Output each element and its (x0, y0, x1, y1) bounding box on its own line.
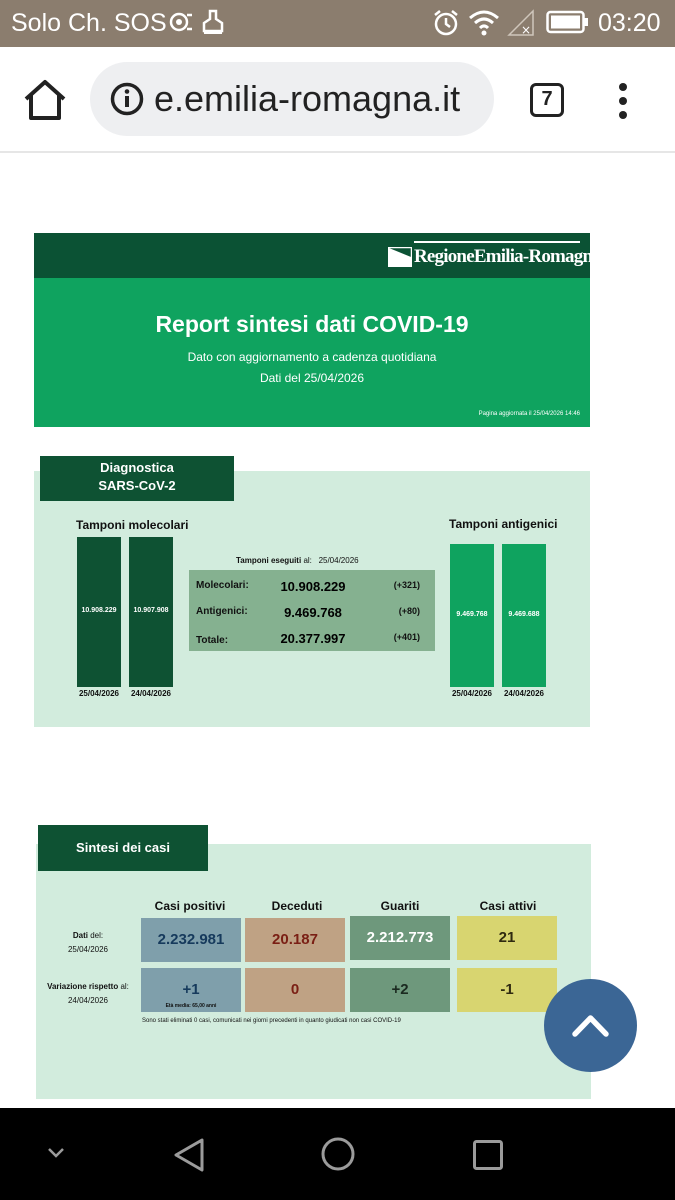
report-header (34, 233, 601, 427)
row-label-dati-bold: Dati (72, 931, 88, 940)
battery-icon (546, 9, 590, 35)
info-icon[interactable] (110, 82, 144, 116)
scroll-top-icon (544, 979, 637, 1072)
logo-text: RegioneEmilia-Romagna (414, 246, 601, 267)
carrier-label: Solo Ch. SOS (11, 9, 167, 37)
casi-attivi-variation: -1 (457, 968, 557, 1012)
casi-attivi-value: 21 (457, 916, 557, 960)
summary-row-label: Antigenici: (196, 606, 248, 617)
summary-row-value: 20.377.997 (280, 631, 346, 646)
summary-row (189, 580, 435, 600)
usb-icon (202, 9, 224, 35)
summary-row-value: 10.908.229 (280, 579, 346, 594)
col-guariti: Guariti (380, 899, 420, 913)
guariti-value: 2.212.773 (350, 916, 450, 960)
more-vert-icon[interactable] (608, 81, 638, 121)
recents-icon[interactable] (472, 1139, 504, 1171)
deceduti-variation: 0 (245, 968, 345, 1012)
col-casi-positivi: Casi positivi (154, 899, 226, 913)
variation-value: +1 (182, 981, 200, 998)
deceduti-value: 20.187 (245, 918, 345, 962)
summary-heading-bold: Tamponi eseguiti (236, 556, 302, 565)
eta-media (141, 1002, 241, 1010)
bar-value: 10.907.908 (133, 607, 169, 614)
home-icon[interactable] (22, 79, 68, 121)
row-label-dati-date: 25/04/2026 (67, 945, 109, 954)
diagnostica-title: Diagnostica (100, 460, 174, 475)
report-updated: Pagina aggiornata il 25/04/2026 14:46 (478, 411, 580, 417)
summary-row-delta: (+80) (398, 606, 420, 616)
home-circle-icon[interactable] (320, 1136, 356, 1172)
url-text[interactable]: e.emilia-romagna.it (154, 78, 461, 119)
summary-row-delta: (+321) (393, 580, 420, 590)
molecolari-label: Tamponi molecolari (76, 518, 189, 532)
molecolari-bar (129, 537, 173, 687)
back-icon[interactable] (172, 1137, 206, 1173)
tamponi-summary (189, 570, 435, 651)
address-bar[interactable] (90, 62, 494, 136)
bar-value: 10.908.229 (81, 607, 117, 614)
clock-label: 03:20 (598, 9, 661, 37)
alarm-icon (432, 9, 460, 37)
report-subtitle: Dato con aggiornamento a cadenza quotidiana (187, 350, 437, 364)
eta-media-value: 65,00 (192, 1003, 205, 1009)
antigenici-label: Tamponi antigenici (449, 517, 558, 531)
eta-media-label: Età media: (165, 1003, 191, 1009)
summary-row (189, 606, 435, 626)
casi-positivi-value: 2.232.981 (141, 918, 241, 962)
status-bar (0, 0, 675, 47)
row-label-variazione-date: 24/04/2026 (67, 996, 109, 1005)
col-deceduti: Deceduti (271, 899, 323, 913)
guariti-variation: +2 (350, 968, 450, 1012)
header-strip (34, 233, 601, 278)
row-label-dati-rest: del: (90, 931, 104, 940)
eta-media-unit: anni (206, 1003, 217, 1009)
casi-positivi-variation (141, 968, 241, 1012)
sintesi-tab: Sintesi dei casi (38, 825, 208, 871)
row-label-dati (33, 929, 143, 957)
cases-note: Sono stati eliminati 0 casi, comunicati nei giorni precedenti in quanto giudicati non casi COVID-19 (142, 1018, 401, 1024)
regione-logo (388, 241, 601, 271)
signal-icon (507, 9, 537, 37)
bar-date: 24/04/2026 (503, 689, 545, 698)
row-label-variazione (33, 980, 143, 1008)
tabs-button[interactable] (530, 83, 564, 117)
svg-text:×: × (521, 23, 532, 37)
col-casi-attivi: Casi attivi (479, 899, 537, 913)
row-label-variazione-rest: al: (120, 982, 129, 991)
bar-value: 9.469.688 (508, 611, 540, 618)
bar-value: 9.469.768 (456, 611, 488, 618)
nfc-icon (168, 9, 194, 35)
summary-heading-date: 25/04/2026 (318, 556, 359, 565)
molecolari-bar (77, 537, 121, 687)
collapse-icon[interactable] (46, 1146, 66, 1160)
row-label-variazione-bold: Variazione rispetto (47, 982, 119, 991)
tab-count: 7 (541, 88, 553, 110)
summary-row-delta: (+401) (393, 632, 420, 642)
report-title: Report sintesi dati COVID-19 (155, 311, 469, 337)
summary-row-value: 9.469.768 (284, 605, 342, 620)
system-nav-bar (0, 1108, 675, 1200)
antigenici-bar (502, 544, 546, 687)
antigenici-bar (450, 544, 494, 687)
bar-date: 25/04/2026 (78, 689, 120, 698)
scroll-top-button[interactable] (544, 979, 637, 1072)
wifi-icon (468, 9, 500, 37)
summary-row-label: Molecolari: (196, 580, 249, 591)
bar-date: 24/04/2026 (130, 689, 172, 698)
report-date: Dati del 25/04/2026 (259, 371, 365, 385)
summary-heading (236, 556, 359, 565)
logo-mark-icon (388, 247, 412, 267)
summary-row (189, 632, 435, 652)
summary-row-label: Totale: (196, 635, 229, 646)
diagnostica-tab (40, 456, 234, 501)
diagnostica-subtitle: SARS-CoV-2 (98, 478, 176, 493)
bar-date: 25/04/2026 (451, 689, 493, 698)
summary-heading-al: al: (303, 556, 312, 565)
browser-toolbar (0, 47, 675, 153)
